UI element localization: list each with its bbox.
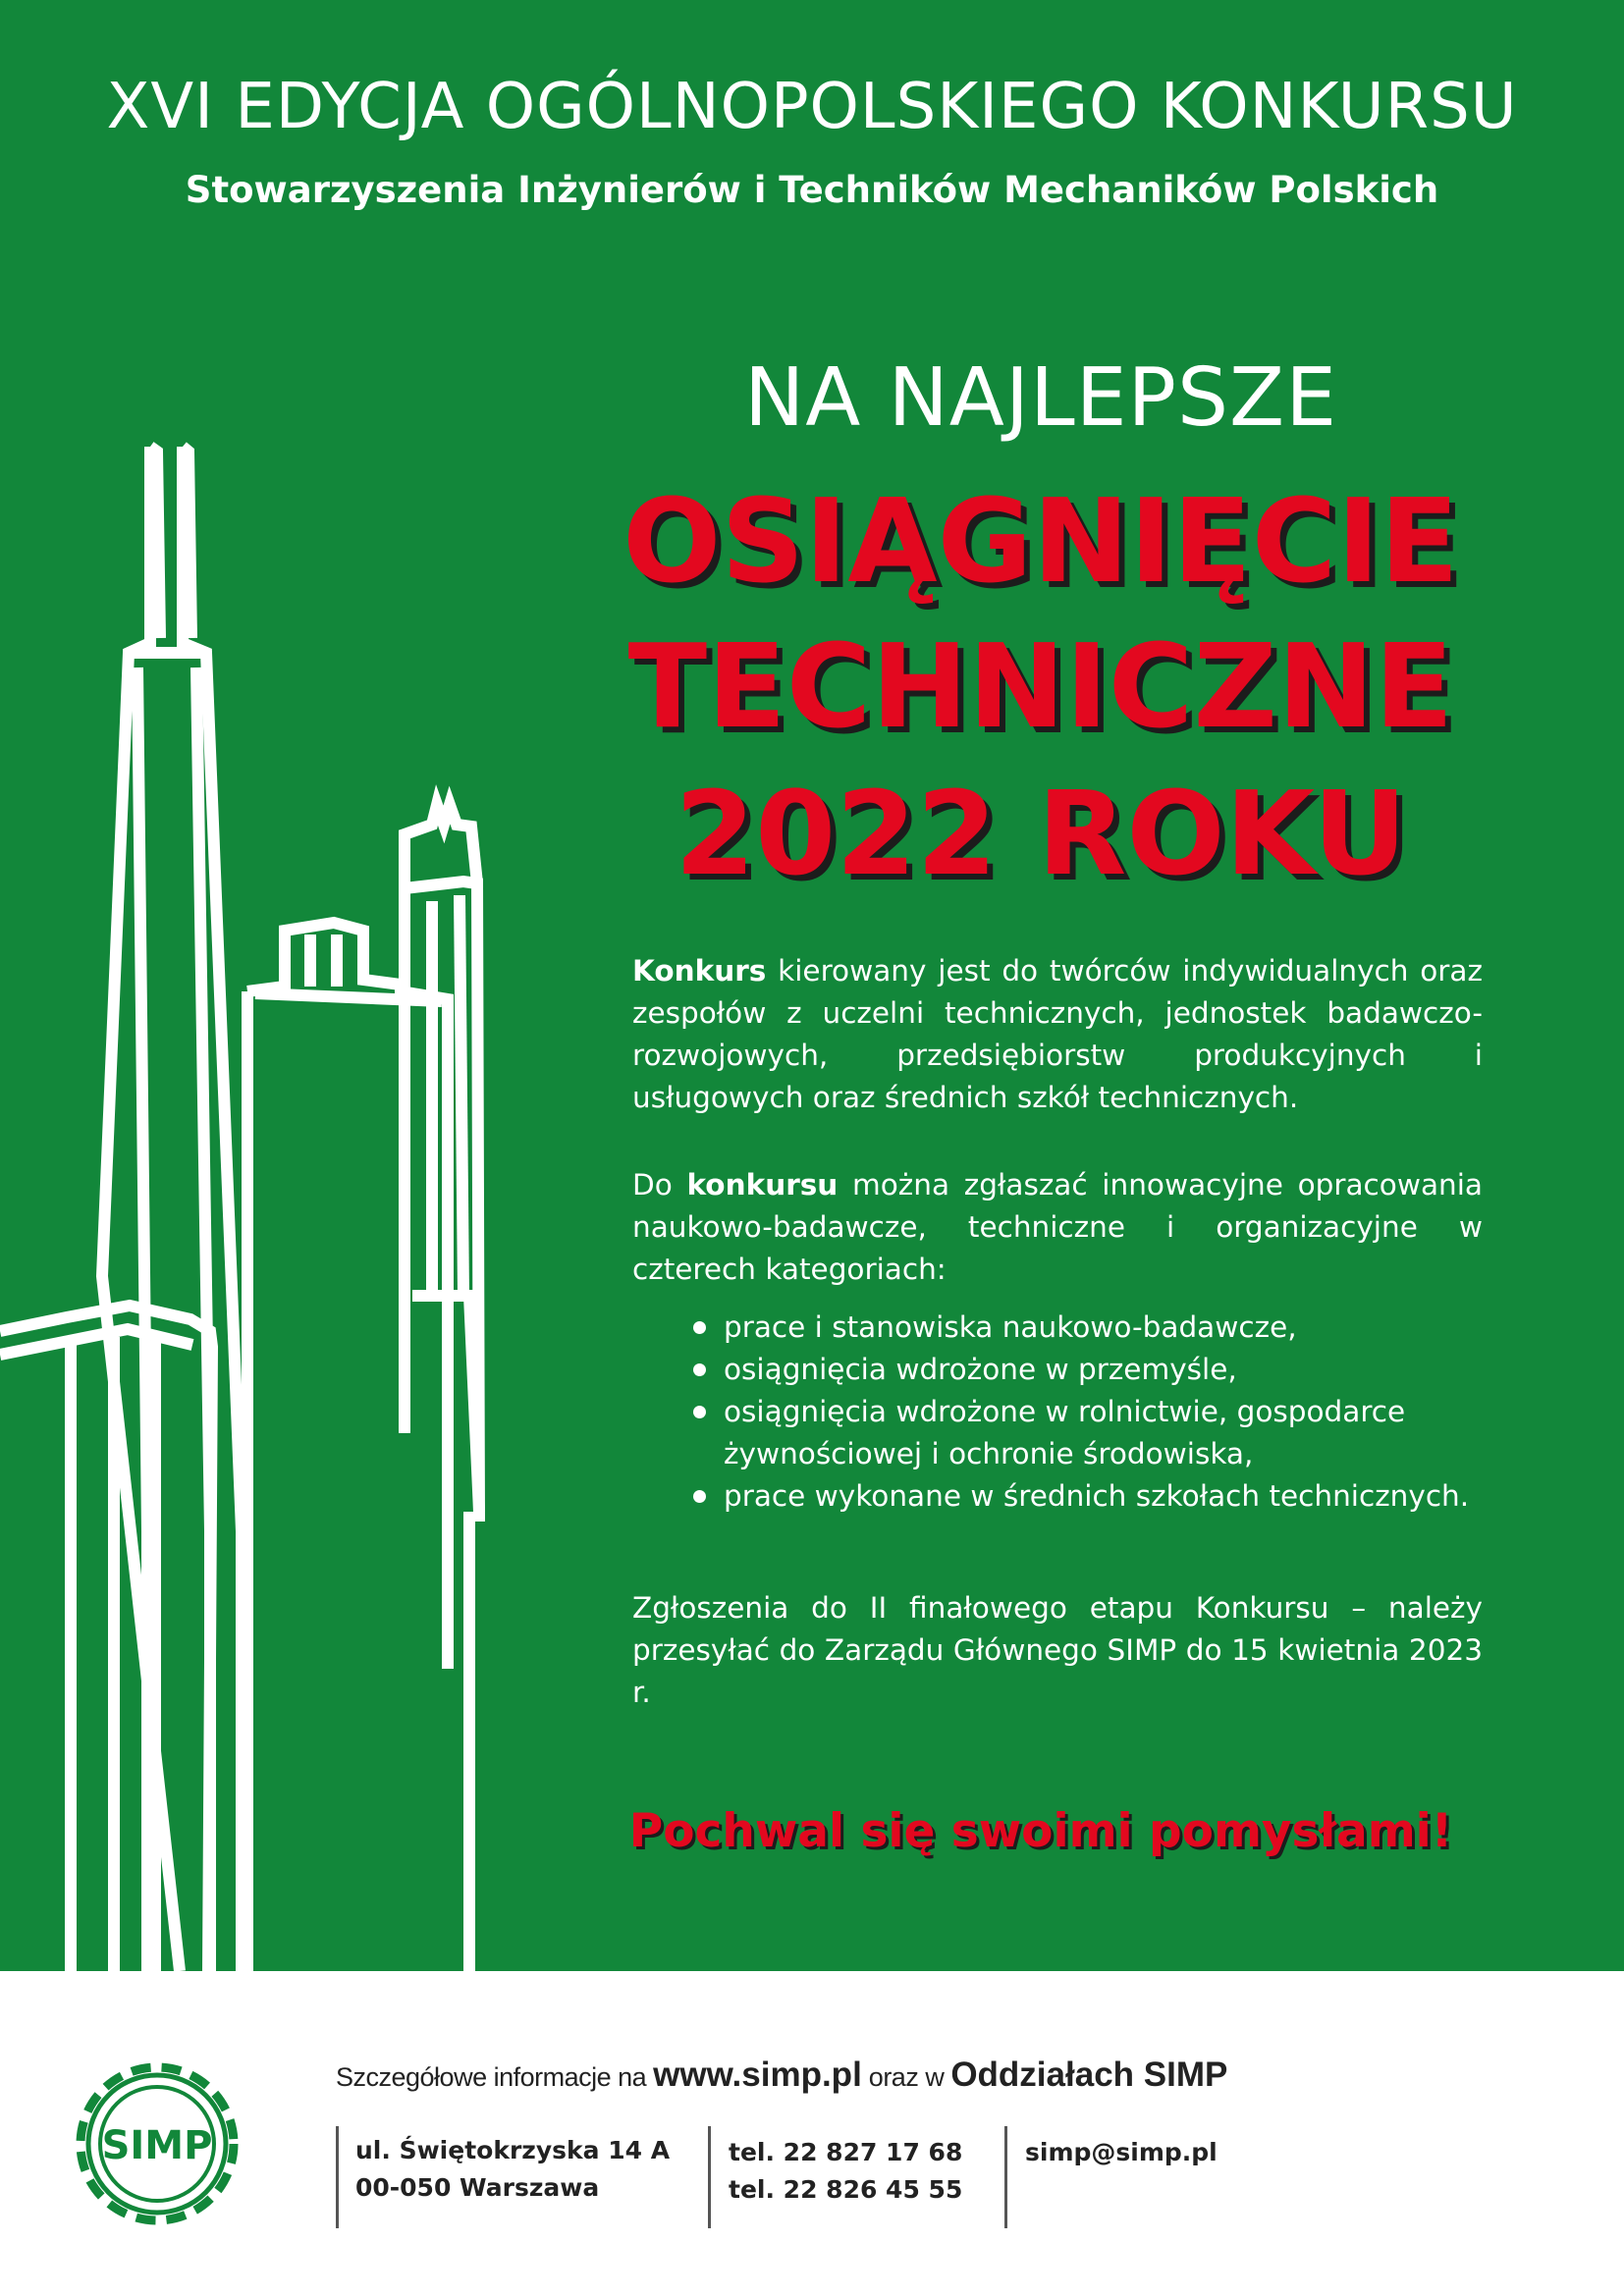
- website-link[interactable]: www.simp.pl: [653, 2056, 862, 2094]
- divider: [336, 2126, 339, 2228]
- categories-list: [687, 1307, 1492, 1518]
- contest-edition-title: XVI EDYCJA OGÓLNOPOLSKIEGO KONKURSU: [106, 71, 1518, 143]
- phone-2[interactable]: tel. 22 826 45 55: [729, 2175, 963, 2204]
- info-pre: Szczegółowe informacje na: [336, 2062, 654, 2092]
- list-item: prace i stanowiska naukowo-badawcze,: [687, 1307, 1492, 1349]
- divider: [708, 2126, 711, 2228]
- email-link[interactable]: simp@simp.pl: [1025, 2138, 1218, 2166]
- address-line-2: 00-050 Warszawa: [355, 2173, 600, 2202]
- paragraph-categories-pre: Do: [632, 1168, 687, 1201]
- paragraph-audience-bold: Konkurs: [632, 954, 767, 988]
- list-item: osiągnięcia wdrożone w rolnictwie, gospodarce żywnościowej i ochronie środowiska,: [687, 1391, 1492, 1475]
- paragraph-categories-bold: konkursu: [686, 1168, 839, 1201]
- address-line-1: ul. Świętokrzyska 14 A: [355, 2136, 671, 2164]
- headline-line-3: 2022 ROKU: [675, 766, 1407, 901]
- paragraph-categories-intro: [632, 1164, 1483, 1291]
- address-block: [355, 2132, 670, 2207]
- low-building-outline: [0, 1306, 212, 1971]
- logo-text: SIMP: [101, 2123, 213, 2168]
- paragraph-categories-text: można zgłaszać innowacyjne opracowania naukowo-badawcze, techniczne i organizacyjne w czterech kategoriach:: [632, 1168, 1483, 1286]
- paragraph-deadline: Zgłoszenia do II finałowego etapu Konkursu – należy przesyłać do Zarządu Głównego SIMP do 15 kwietnia 2023 r.: [632, 1591, 1483, 1709]
- headline-line-1: OSIĄGNIĘCIE: [623, 473, 1459, 609]
- phone-1[interactable]: tel. 22 827 17 68: [729, 2138, 963, 2166]
- more-info-line: [336, 2056, 1227, 2095]
- branches-text: Oddziałach SIMP: [950, 2056, 1228, 2094]
- divider: [1004, 2126, 1007, 2228]
- simp-gear-logo: [57, 2044, 257, 2244]
- list-item: osiągnięcia wdrożone w przemyśle,: [687, 1349, 1492, 1391]
- association-name: Stowarzyszenia Inżynierów i Techników Mechaników Polskich: [185, 169, 1439, 211]
- paragraph-audience-text: kierowany jest do twórców indywidualnych oraz zespołów z uczelni technicznych, jednostek badawczo-rozwojowych, przedsiębiorstw produkcyjnych i usługowych oraz średnich szkół technicznych.: [632, 954, 1483, 1114]
- phone-block: [729, 2134, 962, 2209]
- slogan: Pochwal się swoimi pomysłami!: [628, 1804, 1453, 1858]
- headline-line-2: TECHNICZNE: [627, 618, 1454, 754]
- list-item: prace wykonane w średnich szkołach technicznych.: [687, 1475, 1492, 1518]
- paragraph-audience: [632, 950, 1483, 1119]
- info-mid: oraz w: [861, 2062, 951, 2092]
- headline-pre: NA NAJLEPSZE: [743, 351, 1338, 445]
